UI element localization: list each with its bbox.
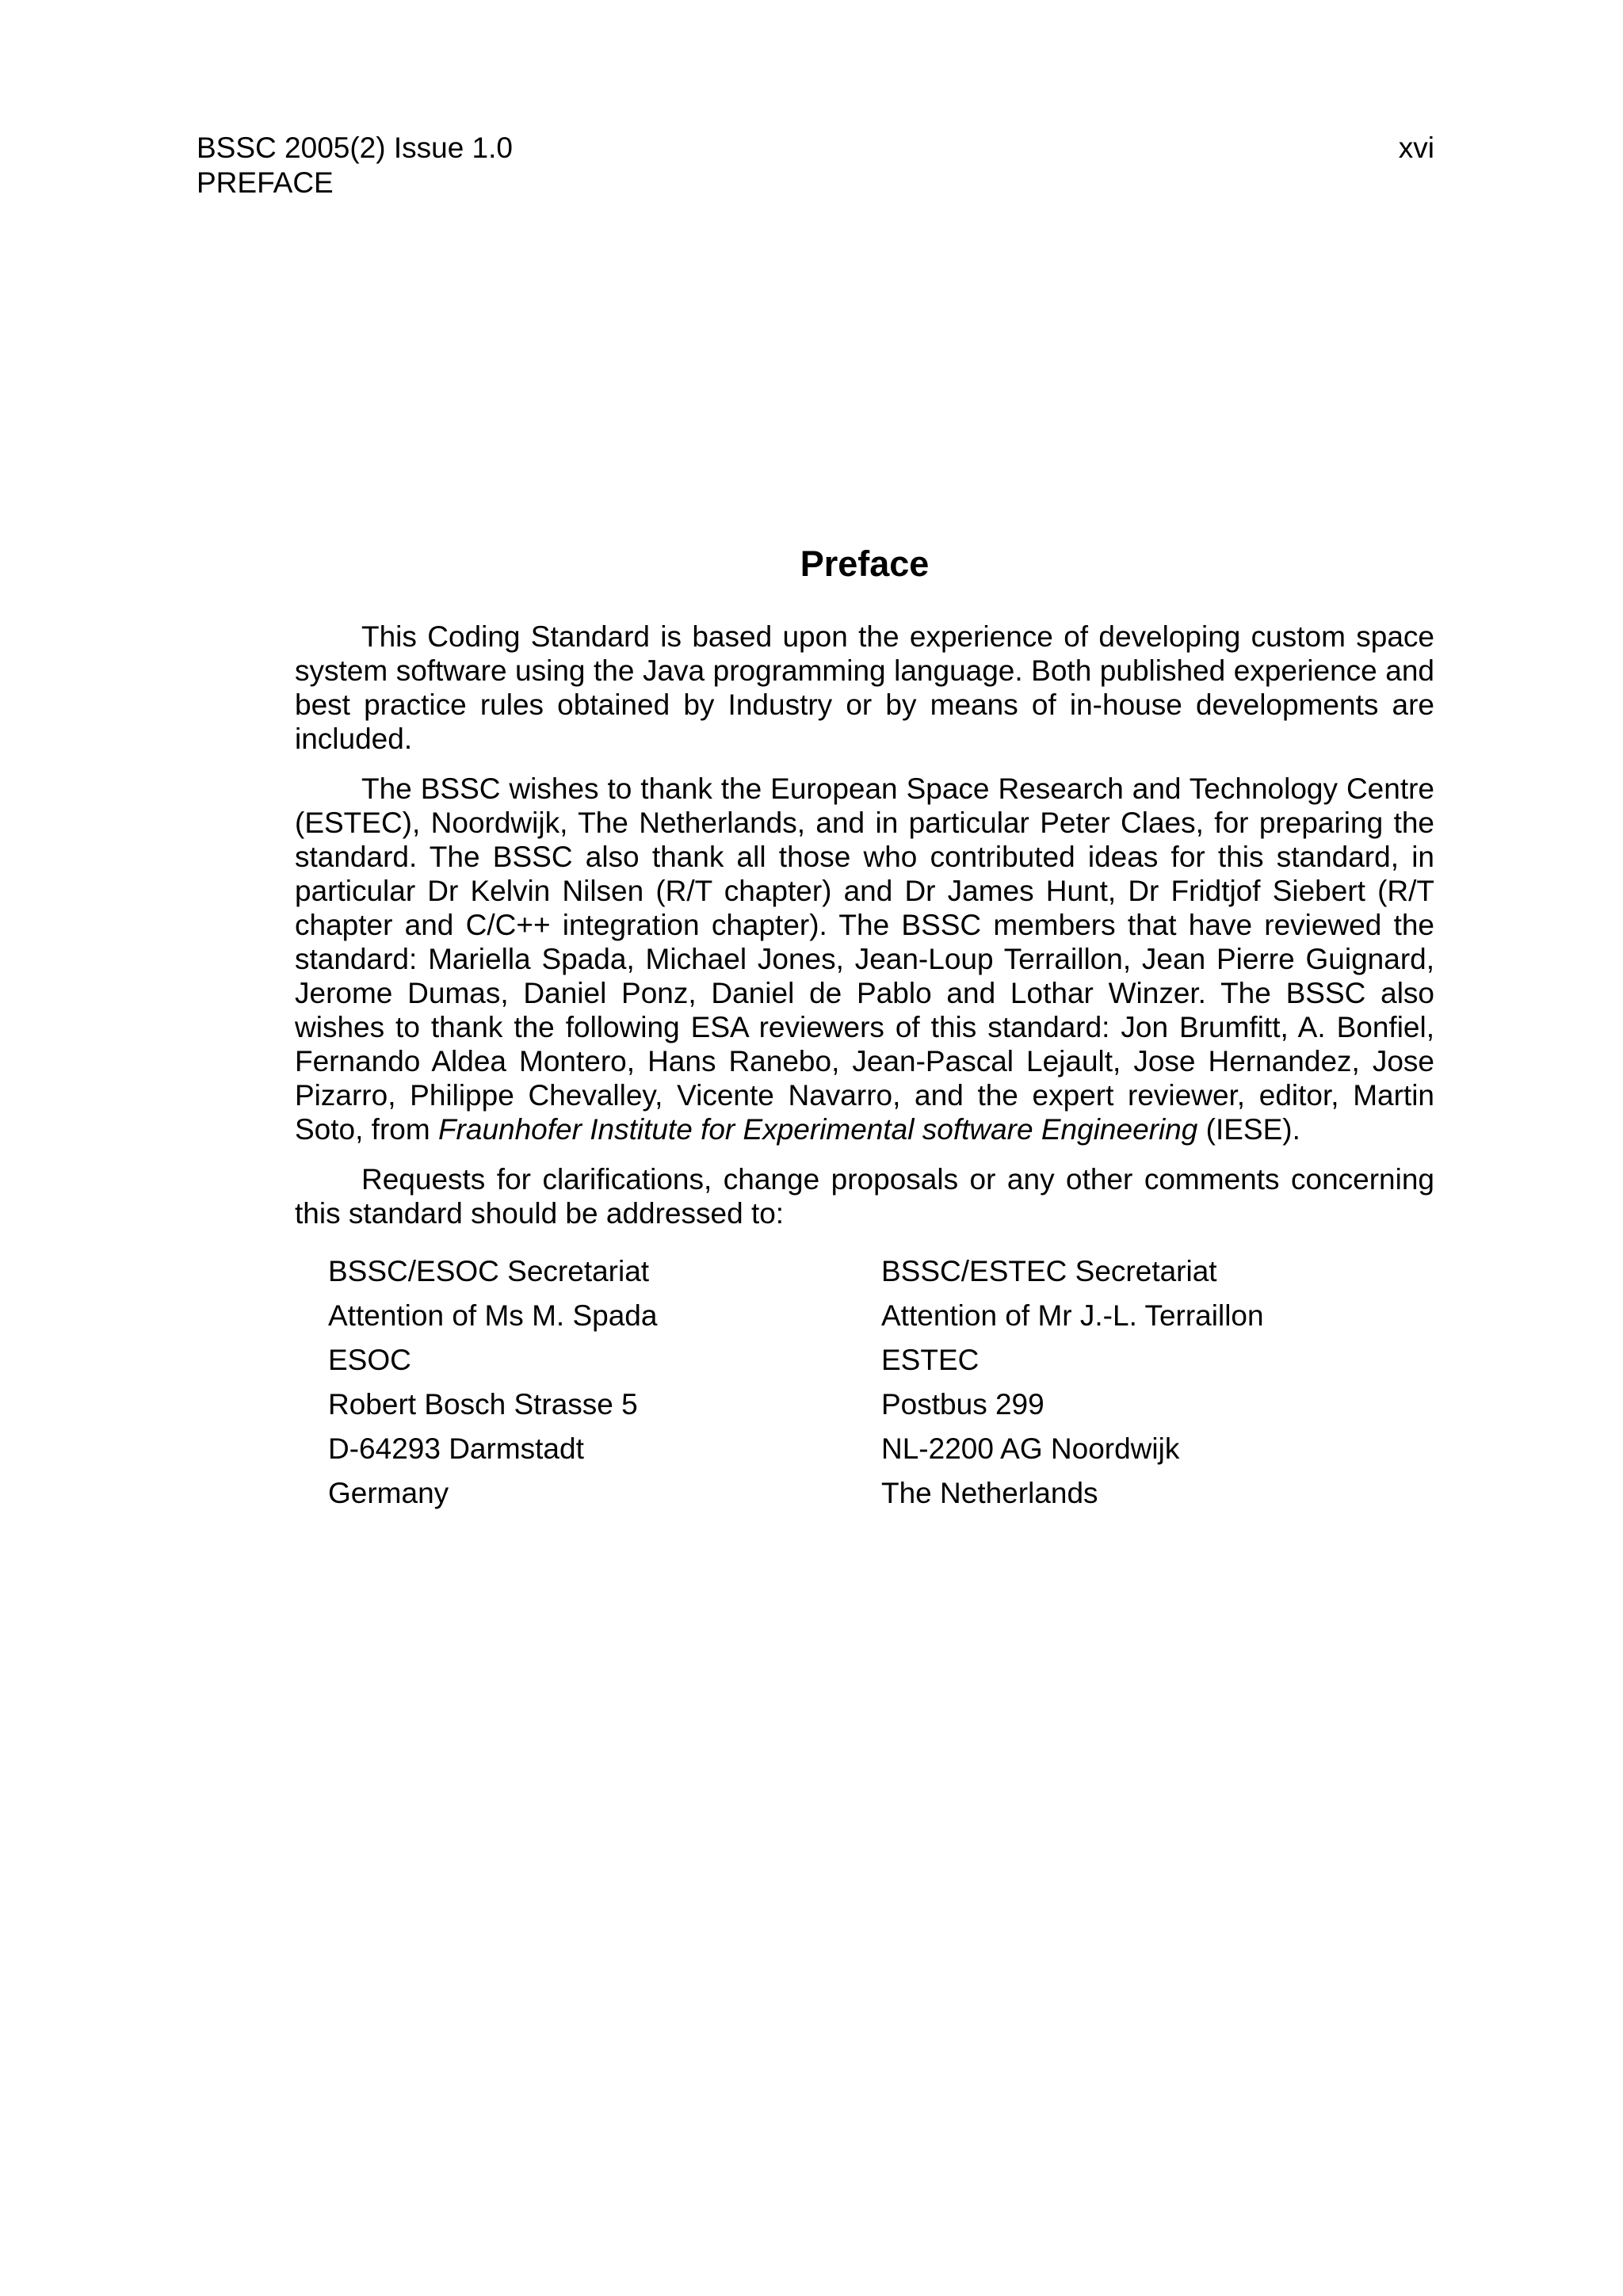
esoc-address-line: ESOC [328, 1344, 411, 1376]
estec-address-line: Postbus 299 [881, 1388, 1044, 1421]
page-number: xvi [1398, 132, 1434, 164]
estec-address-line: ESTEC [881, 1344, 980, 1376]
estec-address-line: BSSC/ESTEC Secretariat [881, 1255, 1217, 1287]
paragraph-requests: Requests for clarifications, change proposals or any other comments concerning this standard should be addressed to: [295, 1163, 1434, 1230]
estec-address-line: NL-2200 AG Noordwijk [881, 1432, 1180, 1465]
section-name: PREFACE [197, 166, 334, 199]
esoc-address-line: BSSC/ESOC Secretariat [328, 1255, 650, 1287]
esoc-address-line: Robert Bosch Strasse 5 [328, 1388, 638, 1421]
estec-address-line: Attention of Mr J.-L. Terraillon [881, 1299, 1264, 1332]
address-table [328, 1254, 1434, 1510]
paragraph-acknowledgements [295, 772, 1434, 1146]
esoc-address-line: Attention of Ms M. Spada [328, 1299, 658, 1332]
esoc-address-line: Germany [328, 1477, 449, 1509]
estec-address-line: The Netherlands [881, 1477, 1098, 1509]
running-header [197, 131, 1434, 200]
institute-name: Fraunhofer Institute for Experimental software Engineering [437, 1113, 1198, 1146]
paragraph-intro: This Coding Standard is based upon the experience of developing custom space system software using the Java programming language. Both published experience and best practice rules obtained by Industry or by means of in-house developments are included. [295, 620, 1434, 755]
acknowledgements-text: The BSSC wishes to thank the European Space Research and Technology Centre (ESTEC), Noordwijk, The Netherlands, and in particular Peter Claes, for preparing the standard. The BSSC also thank all those who contributed ideas for this standard, in particular Dr Kelvin Nilsen (R/T chapter) and Dr James Hunt, Dr Fridtjof Siebert (R/T chapter and C/C++ integration chapter). The BSSC members that have reviewed the standard: Mariella Spada, Michael Jones, Jean-Loup Terraillon, Jean Pierre Guignard, Jerome Dumas, Daniel Ponz, Daniel de Pablo and Lothar Winzer. The BSSC also wishes to thank the following ESA reviewers of this standard: Jon Brumfitt, A. Bonfiel, Fernando Aldea Montero, Hans Ranebo, Jean-Pascal Lejault, Jose Hernandez, Jose Pizarro, Philippe Chevalley, Vicente Navarro, and the expert reviewer, editor, Martin Soto, from [295, 772, 1434, 1146]
acknowledgements-end: (IESE). [1197, 1113, 1300, 1146]
page-title: Preface [800, 543, 930, 584]
preface-body [295, 620, 1434, 1510]
esoc-address-line: D-64293 Darmstadt [328, 1432, 584, 1465]
document-id: BSSC 2005(2) Issue 1.0 [197, 132, 513, 164]
